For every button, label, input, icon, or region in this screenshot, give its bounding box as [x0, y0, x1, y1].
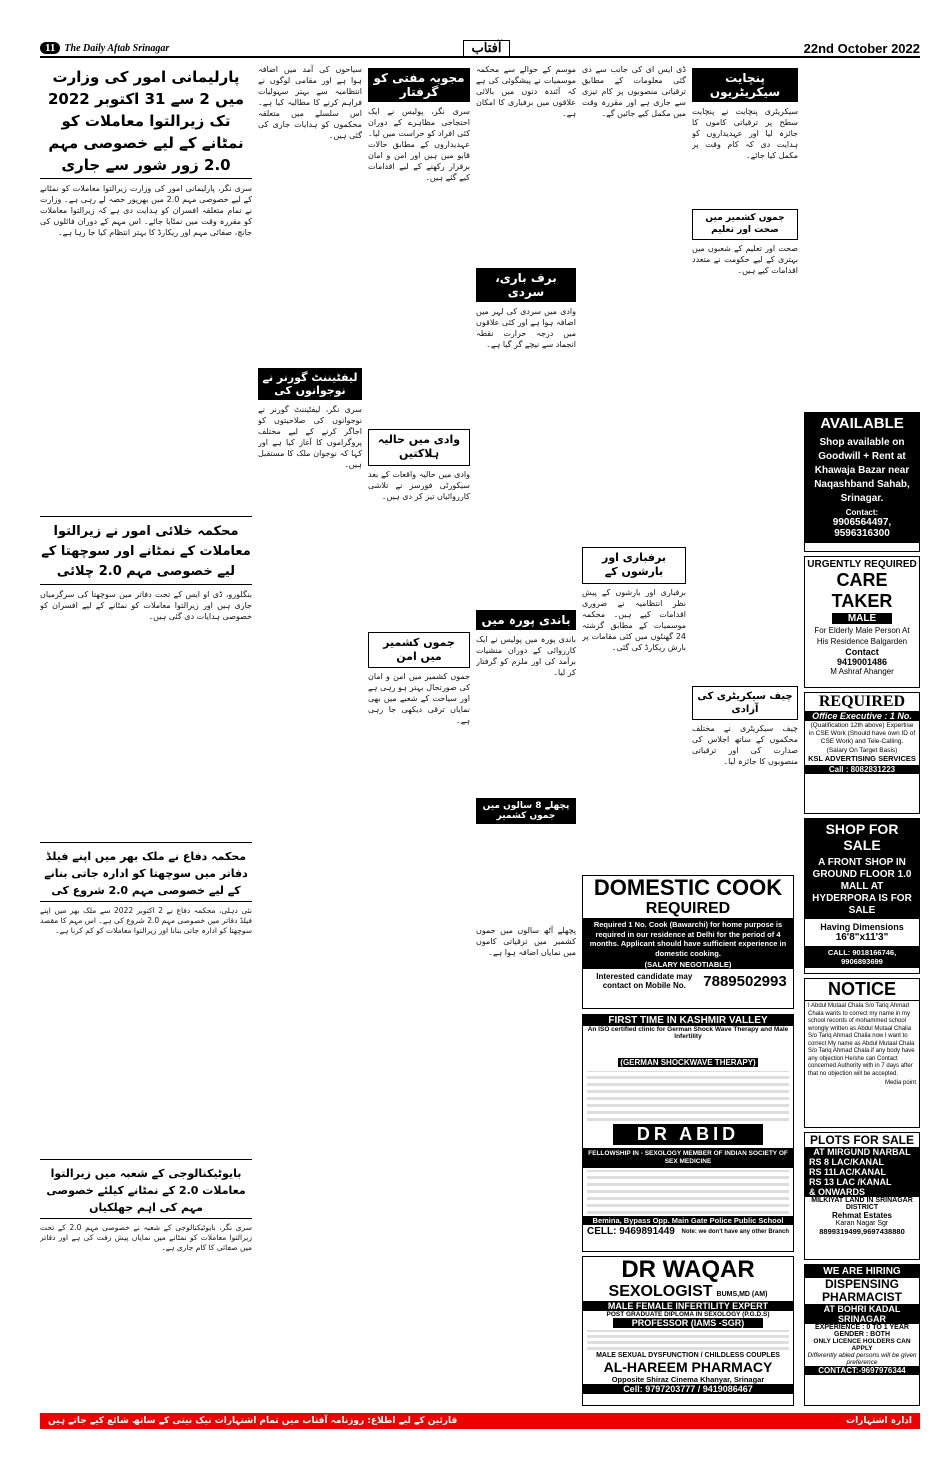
ad-clinic-doctor: DR ABID	[613, 1124, 763, 1145]
headline-health-edu: جموں کشمیر میں صحت اور تعلیم	[692, 209, 798, 240]
ad-required-body: (Qualification 12th above) Expertise in CSE Work (Should have own ID of CSE Work) and Tele-Calling.	[808, 722, 916, 745]
ad-notice	[804, 978, 920, 1128]
ad-caretaker	[804, 556, 920, 688]
page-number: 11	[40, 42, 60, 54]
column-1	[40, 64, 252, 1404]
headline-rain-snow: برفباری اور بارشوں کے	[582, 547, 686, 584]
ad-clinic-cell: CELL: 9469891449	[587, 1226, 675, 1237]
ad-clinic-note: Note: we don't have any other Branch	[681, 1228, 789, 1235]
ad-caretaker-top: URGENTLY REQUIRED	[807, 559, 917, 570]
article-snow: وادی میں سردی کی لہر میں اضافہ ہوا ہے اور کئی علاقوں میں درجہ حرارت نقطہ انجماد سے نیچے گر گیا ہے۔	[476, 307, 576, 349]
ad-caretaker-gender: MALE	[832, 613, 892, 624]
ad-cook-body: Required 1 No. Cook (Bawarchi) for home purpose is required in our residence at Delhi for the period of 4 months. Applicant should have sufficient experience in domestic cooking.	[583, 918, 793, 960]
article-arrest: سری نگر، پولیس نے ایک احتجاجی مظاہرے کے دوران کئی افراد کو حراست میں لیا۔ عہدیداروں کے مطابق حالات قابو میں ہیں اور امن و امان برقرار رکھنے کے لیے اقدامات کیے گئے ہیں۔	[368, 107, 470, 182]
ad-waqar-expert: MALE FEMALE INFERTILITY EXPERT	[583, 1301, 793, 1311]
ad-shop-sale-dims: 16'8"x11'3"	[835, 932, 889, 943]
article-valley: وادی میں حالیہ واقعات کے بعد سیکورٹی فورسز نے تلاشی کارروائیاں تیز کر دی ہیں۔	[368, 469, 470, 501]
ad-shop-sale-body: A FRONT SHOP IN GROUND FLOOR 1.0 MALL AT HYDERPORA IS FOR SALE	[805, 855, 919, 919]
footer-right: ادارہ اشتہارات	[846, 1416, 912, 1426]
ad-clinic-subtitle: An ISO certified clinic for German Shock Wave Therapy and Male Infertility	[587, 1026, 789, 1040]
ad-shop-sale	[804, 818, 920, 974]
ad-shop-sale-call: CALL: 9018166746, 9906893699	[805, 946, 919, 968]
ad-hiring-role: DISPENSING PHARMACIST	[822, 1277, 902, 1304]
ad-hiring-location: AT BOHRI KADAL SRINAGAR	[805, 1304, 919, 1324]
ad-plots	[804, 1132, 920, 1260]
page-header	[40, 40, 920, 58]
ad-caretaker-phone: 9419001486	[836, 657, 888, 667]
ad-clinic	[582, 1014, 794, 1252]
headline-arrest: مجوبہ مفتی کو گرفتار	[368, 68, 470, 102]
ad-cook-contact: Interested candidate may contact on Mobile No.	[596, 972, 693, 990]
ad-caretaker-contact-label: Contact	[845, 647, 879, 657]
headline-panchayat: پنچایت سیکریٹریوں	[692, 68, 798, 102]
ad-hiring-pref: Differently abled persons will be given preference	[807, 1352, 917, 1366]
headline-defence: محکمہ دفاع نے ملک بھر میں اپنے فیلڈ دفاتر میں سوچھتا کو ادارہ جاتی بنانے کے لیے خصوصی مہم 2.0 شروع کی	[40, 846, 252, 902]
headline-chief-secretary: چیف سیکریٹری کی آزادی	[692, 686, 798, 720]
ad-hiring-gender: GENDER : BOTH	[834, 1331, 890, 1338]
ad-required-salary: (Salary On Target Basis)	[826, 747, 898, 754]
article-8-years: پچھلے آٹھ سالوں میں جموں کشمیر میں ترقیاتی کاموں میں نمایاں اضافہ ہوا ہے۔	[476, 926, 576, 957]
ad-required-title: REQUIRED	[818, 693, 906, 710]
headline-peace: جموں کشمیر میں امن	[368, 632, 470, 669]
article-defence: نئی دہلی، محکمہ دفاع نے 2 اکتوبر 2022 سے ملک بھر میں اپنے فیلڈ دفاتر میں خصوصی مہم 2.0 شروع کی ہے۔ اس مہم کا مقصد سوچھتا کو ادارہ جاتی بنانا اور زیرالتوا معاملات کو کم کرنا ہے۔	[40, 906, 252, 935]
ad-hiring-experience: EXPERIENCE : 0 TO 1 YEAR	[815, 1324, 909, 1331]
issue-date: 22nd October 2022	[803, 40, 920, 56]
paper-name: The Daily Aftab Srinagar	[64, 42, 170, 54]
ad-plots-phones: 8899319499,9697438880	[819, 1227, 905, 1236]
headline-valley: وادی میں حالیہ ہلاکتیں	[368, 429, 470, 466]
column-4-lower	[476, 925, 576, 1405]
article-bandipora: باندی پورہ میں پولیس نے ایک کارروائی کے دوران منشیات برآمد کی اور ملزم کو گرفتار کر لیا۔	[476, 635, 576, 677]
ad-hiring-license: ONLY LICENCE HOLDERS CAN APPLY	[813, 1338, 911, 1352]
ad-cook-title2: REQUIRED	[645, 900, 731, 917]
ad-hiring-title: WE ARE HIRING	[805, 1265, 919, 1278]
ad-waqar-address: Opposite Shiraz Cinema Khanyar, Srinagar	[611, 1375, 765, 1384]
ad-caretaker-title: CARE TAKER	[831, 570, 893, 611]
headline-bandipora: باندی پورہ میں	[476, 610, 576, 630]
ad-available-contact-label: Contact:	[805, 508, 919, 517]
ad-available-body: Shop available on Goodwill + Rent at Khawaja Bazar near Naqashband Sahab, Srinagar.	[805, 434, 919, 508]
ad-clinic-fineprint	[587, 1071, 789, 1121]
ad-clinic-therapy: (GERMAN SHOCKWAVE THERAPY)	[618, 1058, 758, 1067]
headline-lg-youth: لیفٹیننٹ گورنر نے نوجوانوں کی	[258, 368, 362, 400]
ad-waqar-diploma: POST GRADUATE DIPLOMA IN SEXOLOGY (P.G.D.S)	[606, 1311, 770, 1318]
ad-hiring	[804, 1264, 920, 1406]
article-peace: جموں کشمیر میں امن و امان کی صورتحال بہتر ہو رہی ہے اور سیاحت کے شعبے میں بھی نمایاں ترقی دیکھی جا رہی ہے۔	[368, 672, 470, 726]
article-health-edu: صحت اور تعلیم کے شعبوں میں بہتری کے لیے حکومت نے متعدد اقدامات کیے ہیں۔	[692, 244, 798, 276]
article-dse: ڈی ایس ای کی جانب سے دی گئی معلومات کے مطابق ترقیاتی منصوبوں پر کام تیزی سے جاری ہے اور مقررہ وقت میں مکمل کیے جائیں گے۔	[582, 65, 686, 118]
ad-plots-rate-2: RS 11LAC/KANAL	[805, 1167, 919, 1177]
header-left	[40, 42, 169, 54]
headline-space-dept: محکمہ خلائی امور نے زیرالتوا معاملات کے نمٹانے اور سوچھتا کے لیے خصوصی مہم 2.0 چلائی	[40, 520, 252, 585]
ad-available-title: AVAILABLE	[805, 413, 919, 434]
ad-clinic-services	[587, 1170, 789, 1214]
ad-plots-rate-4: & ONWARDS	[805, 1187, 919, 1197]
article-parliamentary: سری نگر، پارلیمانی امور کی وزارت زیرالتوا معاملات کو نمٹانے کے لیے خصوصی مہم 2.0 میں بھرپور حصہ لے رہی ہے۔ وزارت نے تمام متعلقہ افسران کو ہدایت دی ہے کہ زیرالتوا معاملات کو مقررہ وقت میں نمٹایا جائے۔ اس مہم کے دوران فائلوں کی جانچ، صفائی مہم اور ریکارڈ کا بہتر انتظام کیا جا رہا ہے۔	[40, 184, 252, 237]
ad-clinic-title: FIRST TIME IN KASHMIR VALLEY	[583, 1015, 793, 1026]
column-5	[582, 64, 686, 869]
column-4	[476, 64, 576, 864]
article-weather: موسم کے حوالے سے محکمہ موسمیات نے پیشگوئی کی ہے کہ آئندہ دنوں میں بالائی علاقوں میں برفباری کا امکان ہے۔	[476, 65, 576, 118]
ad-shop-sale-dim-label: Having Dimensions	[820, 922, 904, 932]
ad-required	[804, 692, 920, 814]
ad-hiring-contact: CONTACT:-9697976344	[805, 1366, 919, 1375]
ad-cook-salary: (SALARY NEGOTIABLE)	[583, 960, 793, 969]
divider	[40, 1159, 252, 1160]
article-panchayat: سیکریٹری پنچایت نے پنچایت سطح پر ترقیاتی کاموں کا جائزہ لیا اور عہدیداروں کو ہدایت دی کہ کام وقت پر مکمل کیا جائے۔	[692, 107, 798, 160]
ad-waqar-professor: PROFESSOR (IAMS -SGR)	[613, 1318, 763, 1328]
divider	[40, 516, 252, 517]
headline-8-years: پچھلے 8 سالوں میں جموں کشمیر	[476, 798, 576, 824]
ad-domestic-cook	[582, 875, 794, 1009]
ad-shop-sale-title: SHOP FOR SALE	[805, 819, 919, 855]
ad-cook-phone: 7889502993	[703, 972, 787, 990]
ad-waqar-cell: Cell: 9797203777 / 9419086467	[583, 1384, 793, 1394]
article-biotech: سری نگر، بایوٹیکنالوجی کے شعبہ نے خصوصی مہم 2.0 کے تحت زیرالتوا معاملات کو نمٹانے میں نمایاں پیش رفت کی ہے اور دفاتر میں صفائی کا کام جاری ہے۔	[40, 1223, 252, 1252]
column-3	[368, 64, 470, 1404]
headline-snow: برف باری، سردی	[476, 268, 576, 302]
ad-dr-waqar	[582, 1256, 794, 1406]
masthead-logo: آفتاب	[463, 40, 511, 57]
ad-waqar-degree: BUMS,MD (AM)	[716, 1291, 768, 1298]
article-lg-youth: سری نگر، لیفٹیننٹ گورنر نے نوجوانوں کی صلاحیتوں کو اجاگر کرنے کے لیے مختلف پروگراموں کا آغاز کیا ہے اور کہا کہ نوجوان ملک کا مستقبل ہیں۔	[258, 405, 362, 469]
ad-plots-rate-3: RS 13 LAC /KANAL	[805, 1177, 919, 1187]
headline-parliamentary: پارلیمانی امور کی وزارت میں 2 سے 31 اکتوبر 2022 تک زیرالتوا معاملات کو نمٹانے کے لیے خصوصی مہم 2.0 زور شور سے جاری	[40, 64, 252, 179]
ad-clinic-address: Bemina, Bypass Opp. Main Gate Police Public School	[583, 1216, 793, 1225]
ad-clinic-fellowship: FELLOWSHIP IN - SEXOLOGY MEMBER OF INDIAN SOCIETY OF SEX MEDICINE	[583, 1148, 793, 1168]
ad-plots-extra: MILKIYAT LAND IN SRINAGAR DISTRICT	[811, 1197, 913, 1211]
ad-notice-body: I Abdul Mutaal Chala S/o Tariq Ahmad Chala wants to correct my name in my school records of mohammed school wrongly written as Abdul Mutaal Chalia S/o Tariq Ahmad Chalia now I want to correct My name as Abdul Mutaal Chala S/o Tariq Ahmad Chala.if any body have any objection He/she can Contact concerned Authority with in 7 days after that no objection will be accepted.	[808, 1003, 915, 1077]
ad-required-role: Office Executive : 1 No.	[805, 711, 919, 721]
ad-caretaker-body: For Elderly Male Person At His Residence Balgarden	[814, 626, 910, 646]
article-space-dept: بنگلورو، ڈی او ایس کے تحت دفاتر میں سوچھتا کی سرگرمیاں جاری ہیں اور زیرالتوا معاملات کو نمٹانے کے لیے افسران کو خصوصی ہدایات دی گئی ہیں۔	[40, 590, 252, 621]
ad-waqar-fineprint	[587, 1330, 789, 1350]
ad-required-call: Call : 8082831223	[805, 765, 919, 774]
divider	[40, 842, 252, 843]
ad-required-company: KSL ADVERTISING SERVICES	[808, 754, 916, 763]
ad-caretaker-name: M Ashraf Ahanger	[830, 667, 894, 676]
column-2	[258, 64, 362, 1404]
ad-waqar-pharmacy: AL-HAREEM PHARMACY	[603, 1359, 773, 1375]
ad-notice-title: NOTICE	[805, 979, 919, 1001]
article-chief-secretary: چیف سیکریٹری نے مختلف محکموں کے ساتھ اجلاس کی صدارت کی اور ترقیاتی منصوبوں کا جائزہ لیا۔	[692, 724, 798, 767]
footer-left: قارئین کے لیے اطلاع: روزنامہ آفتاب میں تمام اشتہارات نیک نیتی کے ساتھ شائع کیے جاتے ہیں	[48, 1416, 458, 1426]
ad-waqar-title: SEXOLOGIST	[608, 1283, 713, 1300]
ad-notice-source: Media point	[884, 1080, 916, 1086]
ad-plots-rate-1: RS 8 LAC/KANAL	[805, 1157, 919, 1167]
ad-available	[804, 412, 920, 552]
ad-plots-address: Karan Nagar Sgr	[835, 1220, 889, 1227]
ad-waqar-couples: MALE SEXUAL DYSFUNCTION / CHILDLESS COUPLES	[596, 1352, 780, 1359]
ad-available-phones: 9906564497, 9596316300	[805, 517, 919, 543]
article-col2-top: سیاحوں کی آمد میں اضافہ ہوا ہے اور مقامی لوگوں نے انتظامیہ سے بہتر سہولیات فراہم کرنے کا مطالبہ کیا ہے۔ اس سلسلے میں متعلقہ محکموں کو ہدایات جاری کی گئی ہیں۔	[258, 65, 362, 140]
column-6	[692, 64, 798, 869]
ad-plots-location: AT MIRGUND NARBAL	[805, 1147, 919, 1157]
footer-notice-band	[40, 1413, 920, 1429]
article-rain-snow: برفباری اور بارشوں کے پیش نظر انتظامیہ نے ضروری اقدامات کیے ہیں۔ محکمہ موسمیات کے مطابق گزشتہ 24 گھنٹوں میں کئی مقامات پر بارش ریکارڈ کی گئی۔	[582, 587, 686, 652]
ad-cook-title1: DOMESTIC COOK	[593, 875, 783, 900]
ad-plots-title: PLOTS FOR SALE	[809, 1133, 914, 1147]
ad-waqar-name: DR WAQAR	[621, 1256, 755, 1283]
ad-plots-agency: Rehmat Estates	[831, 1211, 893, 1220]
headline-biotech: بایوٹیکنالوجی کے شعبہ میں زیرالتوا معاملات 2.0 کے نمٹانے کیلئے خصوصی مہم کی اہم جھلکیاں	[40, 1163, 252, 1219]
